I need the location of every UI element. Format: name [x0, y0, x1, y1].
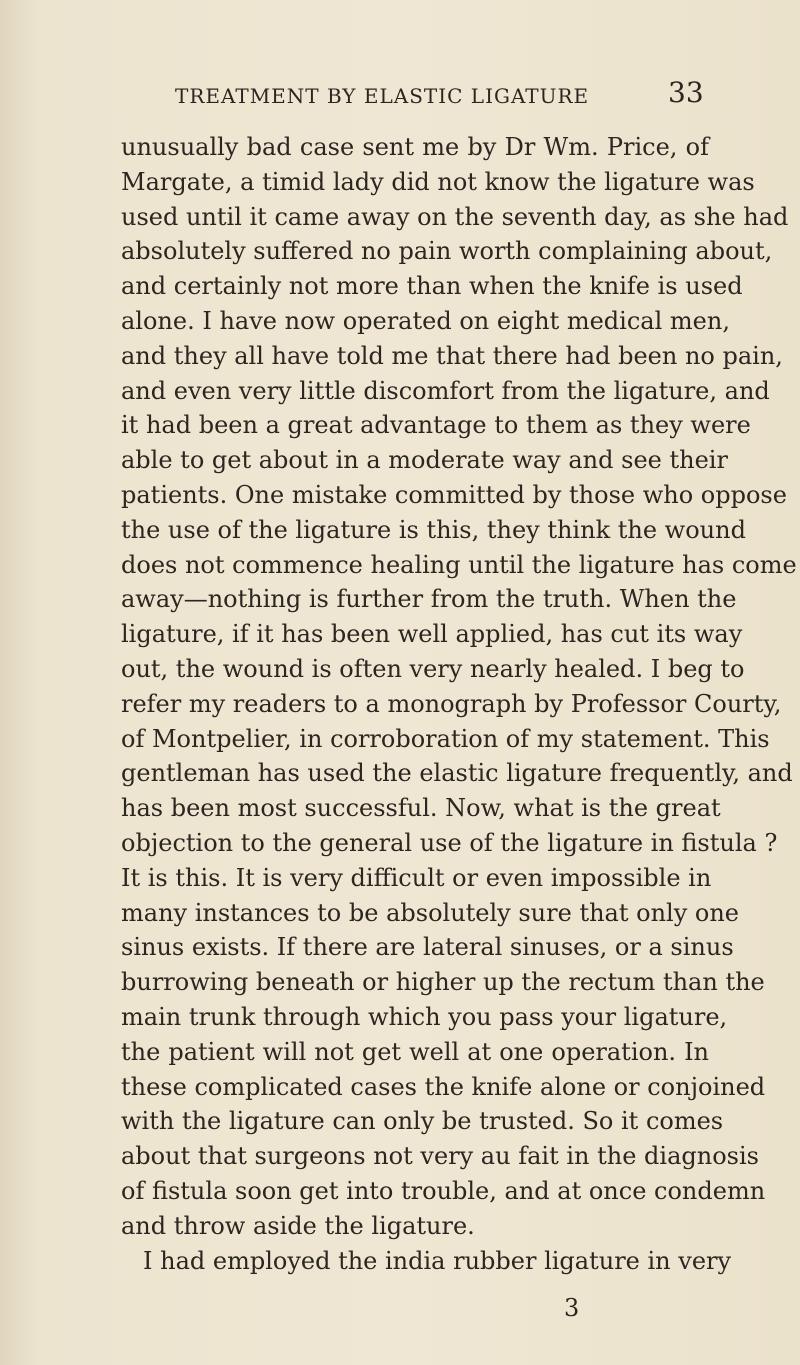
text-line: and they all have told me that there had been no pain,: [121, 341, 783, 370]
text-line: gentleman has used the elastic ligature frequently, and: [121, 759, 793, 788]
text-line: and throw aside the ligature.: [121, 1211, 475, 1240]
text-line: used until it came away on the seventh day, as she had: [121, 202, 789, 231]
text-line: of Montpelier, in corroboration of my statement. This: [121, 724, 770, 753]
signature-mark: 3: [564, 1294, 580, 1322]
text-line: ligature, if it has been well applied, has cut its way: [121, 620, 743, 649]
text-line: alone. I have now operated on eight medical men,: [121, 306, 730, 335]
text-line: It is this. It is very difficult or even impossible in: [121, 863, 712, 892]
text-line: absolutely suffered no pain worth complaining about,: [121, 237, 773, 266]
text-line: out, the wound is often very nearly healed. I beg to: [121, 654, 745, 683]
text-line: away—nothing is further from the truth. When the: [121, 585, 737, 614]
text-line: of fistula soon get into trouble, and at once condemn: [121, 1176, 766, 1205]
text-line: able to get about in a moderate way and see their: [121, 446, 728, 475]
text-line: the use of the ligature is this, they think the wound: [121, 515, 746, 544]
page-number: 33: [668, 76, 704, 109]
text-line: and even very little discomfort from the ligature, and: [121, 376, 770, 405]
running-title: TREATMENT BY ELASTIC LIGATURE: [175, 84, 590, 108]
text-line: has been most successful. Now, what is the great: [121, 794, 721, 823]
text-line: objection to the general use of the ligature in fistula ?: [121, 828, 778, 857]
text-line: and certainly not more than when the knife is used: [121, 272, 743, 301]
text-line: the patient will not get well at one operation. In: [121, 1037, 709, 1066]
text-line: burrowing beneath or higher up the rectum than the: [121, 968, 765, 997]
text-line: sinus exists. If there are lateral sinuses, or a sinus: [121, 933, 734, 962]
text-line: unusually bad case sent me by Dr Wm. Price, of: [121, 133, 709, 161]
text-line: these complicated cases the knife alone or conjoined: [121, 1072, 766, 1101]
text-line: many instances to be absolutely sure that only one: [121, 898, 739, 927]
text-line: patients. One mistake committed by those who oppose: [121, 480, 787, 509]
text-line: main trunk through which you pass your ligature,: [121, 1002, 728, 1031]
text-line: about that surgeons not very au fait in the diagnosis: [121, 1142, 759, 1171]
text-line: refer my readers to a monograph by Professor Courty,: [121, 689, 782, 718]
text-line: I had employed the india rubber ligature in very: [143, 1246, 732, 1275]
body-text: [121, 130, 797, 1278]
text-line: it had been a great advantage to them as they were: [121, 411, 751, 440]
text-line: with the ligature can only be trusted. So it comes: [121, 1107, 724, 1136]
text-line: Margate, a timid lady did not know the ligature was: [121, 167, 755, 196]
text-line: does not commence healing until the ligature has come: [121, 550, 797, 579]
